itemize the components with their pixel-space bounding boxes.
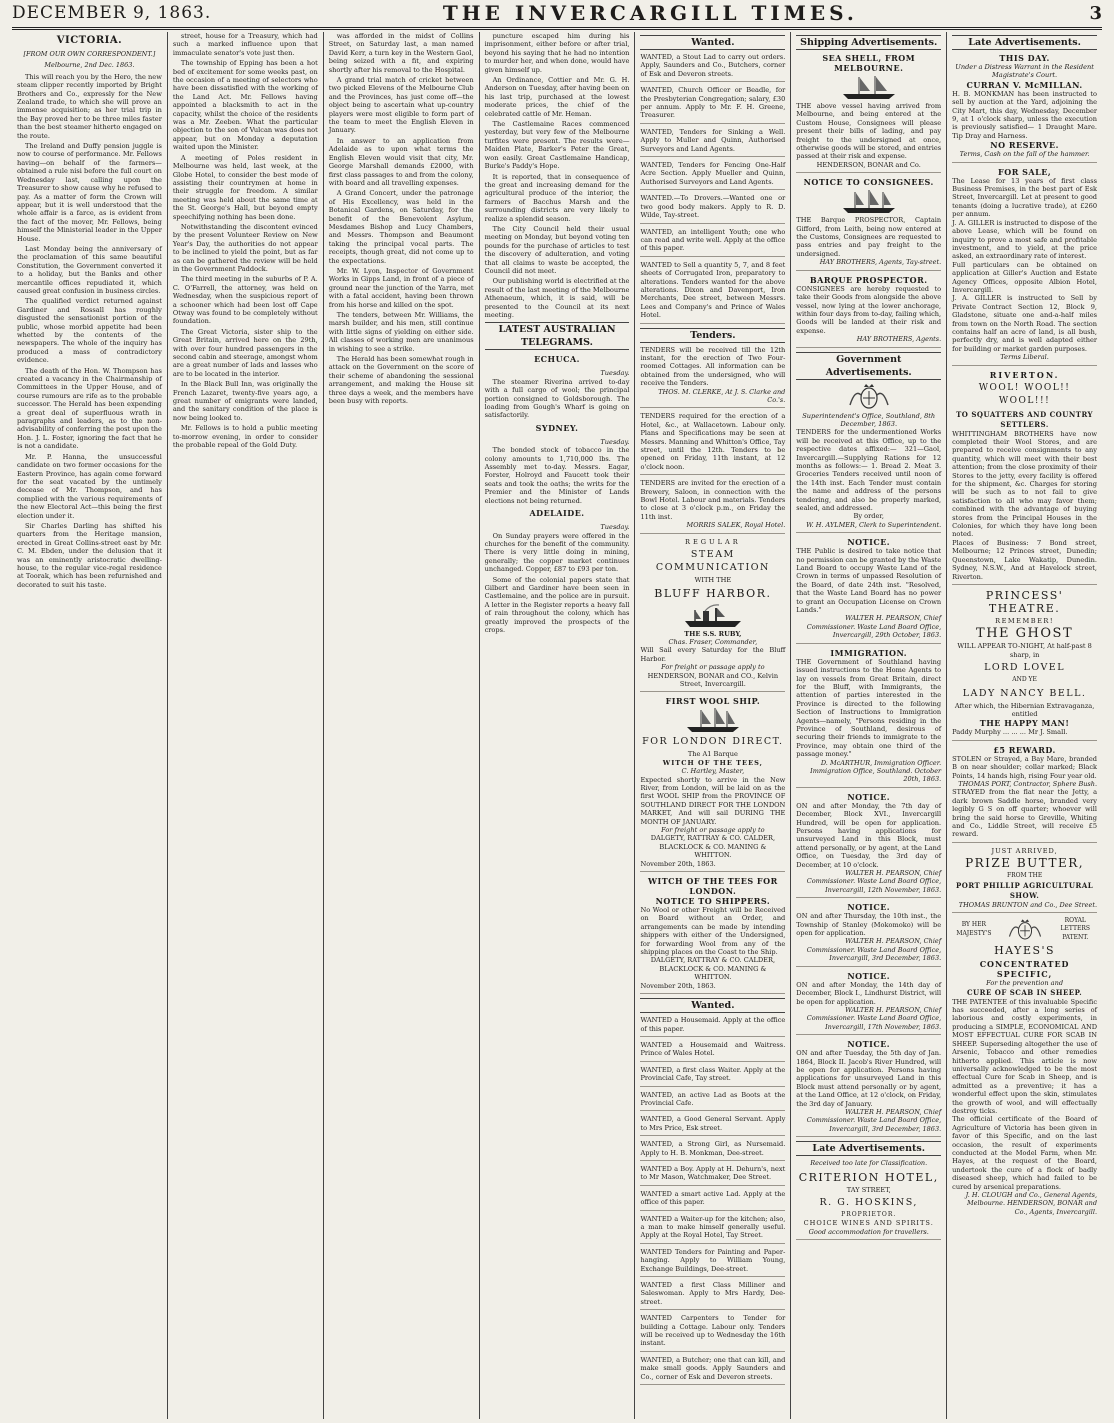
- article-paragraph: Mr. W. Lyon, Inspector of Government Works in Gipps Land, in front of a piece of ground near the junction of the Yarra, met with a fatal accident, having been thrown from his horse and killed on the spot.: [328, 266, 474, 309]
- ad-text: WANTED a first Class Milliner and Saleswoman. Apply to Mrs Hardy, Dee-street.: [640, 1281, 786, 1306]
- ad-text: WANTED a Waiter-up for the kitchen; also, a man to make himself generally useful. Apply at the Royal Hotel, Tay Street.: [640, 1214, 786, 1240]
- article-paragraph: Last Monday being the anniversary of the proclamation of this same beautiful Constitution, the Government converted it to a holiday, but the Banks and other mercantile offices repudiated it, which caused great confusion in business circles.: [17, 244, 162, 295]
- ad-signature: HAY BROTHERS, Agents, Tay-street.: [819, 258, 942, 267]
- article-paragraph: In answer to an application from Adelaide as to upon what terms the English Eleven would visit that city, Mr. George Marshall demands £2000, with first class passages to and from the colony, with board and all travelling expenses.: [328, 136, 474, 187]
- late-advertisements-heading: Late Advertisements.: [796, 1141, 941, 1156]
- ad-date: November 20th, 1863.: [640, 981, 716, 990]
- government-ad: [796, 537, 941, 643]
- government-heading: Government Advertisements.: [796, 352, 941, 380]
- ad-title: SEA SHELL, FROM MELBOURNE.: [822, 53, 916, 73]
- ad-signature: THOMAS PORT, Contractor, Sphere Bush.: [958, 779, 1098, 788]
- article-paragraph: In the Black Bull Inn, was originally the French Lazaret, twenty-five years ago, a great number of emigrants were landed, and the sanitary condition of the place is now being looked to.: [172, 380, 318, 422]
- late-subheading: Received too late for Classification.: [810, 1159, 928, 1168]
- ad-text: WANTED.—To Drovers.—Wanted one or two good body makers. Apply to R. D. Wilde, Tay-street.: [640, 194, 786, 220]
- ad-line: FROM THE: [1006, 872, 1043, 880]
- ad-text: THE Public is desired to take notice that no permission can be granted by the Waste Land Board to occupy Waste Land of the Crown in terms of unpassed Resolution of the Board, of date 24th inst. "Resolved, that the Waste Land Board has no power to grant an Occupation License on Crown Lands.": [796, 547, 942, 615]
- ad-terms: Terms Liberal.: [1000, 353, 1049, 362]
- ad-text: H. B. MONKMAN has been instructed to sell by auction at the Yard, adjoining the City Mart, this day, Wednesday, December 9, at 1 o'clock sharp, unless the execution is previously satisfied— 1 Draught Mare. Tip Dray and Harness.: [952, 89, 1098, 140]
- article-paragraph: street, house for a Treasury, which had such a marked influence upon that immaculate senator's vote just then.: [172, 32, 318, 57]
- ad-text: The Lease for 13 years of first class Business Premises, in the best part of Esk Street, Invercargill. Let at present to good tenants (doing a lucrative trade), at £260 per annum.: [952, 176, 1098, 219]
- ad-text: TENDERS are invited for the erection of a Brewery, Saloon, in connection with the Bowl Hotel. Labour and materials. Tenders to close at 3 o'clock p.m., on Friday the 11th inst.: [640, 479, 786, 521]
- ad-title: RIVERTON.: [989, 369, 1060, 380]
- ad-terms: Terms, Cash on the fall of the hammer.: [959, 150, 1090, 159]
- tender-ad: [640, 346, 785, 409]
- ad-subtitle: TO SQUATTERS AND COUNTRY SETTLERS.: [956, 409, 1094, 429]
- ad-title: WOOL! WOOL!! WOOL!!!: [978, 382, 1071, 406]
- telegram-place: SYDNEY.: [535, 422, 579, 433]
- tender-ad: [640, 412, 785, 475]
- article-paragraph: Sir Charles Darling has shifted his quarters from the Heritage mansion, erected in Great Collins-street east by Mr. C. M. Ebden, under the delusion that it was an eminently aristocratic dwelling-house, to the regular vice-regal residence at Toorak, which has been refurnished and decorated to suit his taste.: [17, 521, 162, 589]
- theatre-name: PRINCESS' THEATRE.: [985, 588, 1064, 615]
- classified-ad: [640, 128, 785, 157]
- ad-text: WANTED a Housemaid. Apply at the office of this paper.: [640, 1016, 786, 1033]
- dateline: Melbourne, 2nd Dec. 1863.: [44, 61, 135, 70]
- article-paragraph: It is reported, that in consequence of the great and increasing demand for the agricultural produce of the interior, the farmers of Bacchus Marsh and the surrounding districts are very likely to realize a splendid season.: [484, 172, 630, 223]
- wool-ship-ad: [640, 696, 785, 872]
- government-ad: [796, 792, 941, 898]
- column-3: [323, 32, 479, 1419]
- ad-text: WANTED a Boy. Apply at H. Dehurn's, next to Mr Mason, Watchmaker, Dee Street.: [640, 1164, 786, 1182]
- newspaper-title: THE INVERCARGILL TIMES.: [442, 1, 858, 25]
- ad-title: IMMIGRATION.: [830, 647, 908, 658]
- ad-text: J. A. GILLER is instructed to Sell by Private Contract Section 12, Block 9, Gladstone, situate one and-a-half miles from town on the North Road. The section contains half an acre of land, is all bush, perfectly dry, and is well adapted either for building or market garden purposes.: [952, 294, 1098, 353]
- ad-signature: THOMAS BRUNTON and Co., Dee Street.: [958, 900, 1098, 909]
- classified-ad: [640, 53, 785, 82]
- ad-text: WANTED a smart active Lad. Apply at the office of this paper.: [640, 1189, 786, 1207]
- no-reserve: NO RESERVE.: [990, 140, 1059, 151]
- telegram-day: Tuesday.: [600, 437, 630, 446]
- article-paragraph: This will reach you by the Hero, the new steam clipper recently imported by Bright Brothers and Co., expressly for the New Zealand trade, to which she will prove an immense acquisition; as her trial trip in the Bay proved her to be three miles faster than the best steamer hitherto engaged on the route.: [17, 72, 162, 140]
- ad-places: Places of Business: 7 Bond street, Melbourne; 12 Princes street, Dunedin; Queenstown, Lake Wakatip, Dunedin. Sydney, N.S.W., And at Havelock street, Riverton.: [952, 538, 1098, 581]
- case-title: CURRAN V. McMILLAN.: [966, 79, 1083, 90]
- page-number: 3: [1089, 2, 1102, 24]
- article-paragraph: puncture escaped him during his imprisonment, either before or after trial, beyond his saying that he had no intention to murder her, and when done, would have given himself up.: [484, 32, 630, 74]
- tender-ad: [640, 479, 785, 533]
- ad-title: NOTICE.: [847, 537, 891, 548]
- article-paragraph: The Ireland and Duffy pension juggle is now to course of performance. Mr. Fellows having—on behalf of the farmers—obtained a rule nisi before the full court on Wednesday last, calling upon the Treasurer to show cause why he refused to pay. As a matter of form the Crown will appear, but it is well understood that the whole affair is a farce, as is evident from the fact of the mover, Mr. Fellows, being himself the Ministerial leader in the Upper House.: [17, 142, 162, 243]
- tenders-heading: Tenders.: [640, 328, 785, 343]
- late-advertisements-heading: Late Advertisements.: [952, 35, 1097, 50]
- ad-line: For the prevention and: [986, 979, 1064, 988]
- ad-line: CHOICE WINES AND SPIRITS.: [803, 1219, 934, 1228]
- ad-text: No Wool or other Freight will be Received on Board without an Order, and arrangements can be made by intending shippers with either of the Undersigned, for forwarding Wool from any of the shipping places on the Coast to the Ship.: [640, 906, 786, 957]
- ad-text: THE Barque PROSPECTOR, Captain Gifford, from Leith, being now entered at the Customs, Consignees are requested to pass entries and pay freight to the undersigned.: [796, 216, 942, 258]
- ad-signature: D. McARTHUR, Immigration Officer. Immigration Office, Southland. October 20th, 1863.: [810, 758, 942, 784]
- ad-agents: HENDERSON, BONAR and CO., Kelvin Street, Invercargill.: [647, 671, 779, 688]
- masthead-rule: [12, 27, 1102, 28]
- ad-text: ON and after Monday, the 14th day of December, Block I., Lindhurst District, will be open for application.: [796, 980, 942, 1006]
- classified-ad: [640, 261, 785, 324]
- ad-text: WANTED Carpenters to Tender for building a Cottage. Labour only. Tenders will be received up to Wednesday the 16th instant.: [640, 1314, 786, 1348]
- ad-line: REMEMBER!: [995, 616, 1055, 625]
- ad-title: NOTICE.: [847, 1039, 891, 1050]
- classified-ad: [640, 1115, 785, 1136]
- ship-name: THE S.S. RUBY,: [684, 629, 742, 638]
- classified-ad: [640, 1314, 785, 1352]
- column-6: [790, 32, 946, 1419]
- article-paragraph: Mr. Fellows is to hold a public meeting to-morrow evening, in order to consider the probable repeal of the Gold Duty.: [172, 424, 318, 450]
- government-ad: [796, 383, 941, 534]
- ad-title: BARQUE PROSPECTOR.: [809, 274, 928, 285]
- ad-text: After which, the Hibernian Extravaganza, entitled: [954, 701, 1095, 718]
- royal-arms-icon: [1007, 918, 1043, 942]
- ad-text: ON and after Monday, the 7th day of December, Block XVI., Invercargill Hundred, will be open for application. Persons having applications for unsurveyed Land in this Block, must attend personally, or by agent, at the Land Office, on Tuesday, the 3rd day of December, at 10 o'clock.: [796, 801, 942, 869]
- ad-title: STEAM COMMUNICATION: [655, 549, 770, 574]
- patent-medicine-ad: [952, 917, 1097, 1219]
- government-ad: [796, 1039, 941, 1137]
- ad-text: WANTED, Tenders for Sinking a Well. Apply to Muller and Quinn, Authorised Surveyors and Land Agents.: [640, 127, 786, 153]
- telegram-place: ECHUCA.: [534, 354, 580, 365]
- sailing-ship-icon: [681, 707, 745, 733]
- article-paragraph: An Ordinance, Cottier and Mr. G. H. Anderson on Tuesday, after having been on his last trip, purchased at the lowest moderate prices, the chief of the celebrated cattle of Mr. Heman.: [484, 76, 630, 118]
- sailing-ship-icon: [837, 188, 901, 214]
- hotel-ad: [796, 1171, 941, 1241]
- ad-subtitle: CURE OF SCAB IN SHEEP.: [966, 987, 1083, 997]
- ad-title: PRIZE BUTTER,: [965, 856, 1085, 871]
- telegram-text: On Sunday prayers were offered in the churches for the benefit of the community. There is very little doing in mining, generally; the copper market continues unchanged. Copper, £87 to £93 per ton.: [484, 531, 630, 574]
- article-paragraph: The qualified verdict returned against Gardiner and Rossall has roughly disgusted the sensationist portion of the public, whose morbid appetite had been whetted by the contents of the newspapers. The whole of the inquiry has produced a mass of contradictory evidence.: [17, 297, 162, 365]
- government-ad: [796, 971, 941, 1035]
- classified-ad: [640, 86, 785, 124]
- ad-text: WANTED Tenders for Painting and Paper-hanging. Apply to William Young, Exchange Buildings, Dee-street.: [640, 1247, 786, 1273]
- ad-freight: For freight or passage apply to: [661, 826, 765, 834]
- butter-ad: [952, 847, 1097, 913]
- for-sale-ad: [952, 167, 1097, 366]
- column-1: [12, 32, 167, 1419]
- classified-ad: [640, 1215, 785, 1244]
- ad-title: CONCENTRATED SPECIFIC,: [979, 959, 1070, 980]
- ad-title: NOTICE.: [847, 791, 891, 802]
- ad-title: FIRST WOOL SHIP.: [665, 696, 761, 707]
- section-heading-victoria: VICTORIA.: [56, 35, 123, 46]
- article-paragraph: The City Council held their usual meeting on Monday, but beyond voting ten pounds for the purchase of articles to test the discovery of adulteration, and voting that all claims to waste be accepted, the Council did not meet.: [484, 224, 630, 275]
- issue-date: DECEMBER 9, 1863.: [12, 3, 212, 23]
- ad-text: WANTED, Tenders for Fencing One-Half Acre Section. Apply Mueller and Quinn, Authorised Surveyors and Land Agents.: [640, 161, 786, 186]
- ship-commander: Chas. Fraser, Commander,: [668, 637, 758, 646]
- ad-text: J. A. GILLER is instructed to dispose of the above Lease, which will be found on inquiry to prove a most safe and profitable investment, and to yield, at the price asked, an extraordinary rate of interest.: [952, 218, 1098, 261]
- ad-date: November 20th, 1863.: [640, 859, 716, 868]
- ad-agents: DALGETY, RATTRAY & CO. CALDER, BLACKLOCK & CO. MANING & WHITTON.: [650, 834, 776, 860]
- ad-text: ON and after Thursday, the 10th inst., the Township of Stanley (Mokomoko) will be open for application.: [796, 912, 942, 938]
- wanted-heading-2: Wanted.: [640, 998, 785, 1013]
- government-ad: [796, 902, 941, 966]
- ad-signature: HENDERSON, BONAR and Co.: [816, 160, 921, 169]
- ad-text: WANTED, a Butcher; one that can kill, and make small goods. Apply Saunders and Co., corner of Esk and Deveron streets.: [640, 1355, 786, 1381]
- article-paragraph: A grand trial match of cricket between two picked Elevens of the Melbourne Club and the Provinces, has just come off—the object being to ascertain what up-country players were most eligible to form part of the team to meet the English Eleven in January.: [328, 76, 474, 135]
- classified-ad: [640, 1016, 785, 1037]
- ad-text: WANTED, an active Lad as Boots at the Provincial Cafe.: [640, 1090, 786, 1107]
- ad-agents: DALGETY, RATTRAY & CO. CALDER, BLACKLOCK & CO. MANING & WHITTON.: [650, 956, 776, 982]
- ad-line: WITH THE: [694, 576, 732, 585]
- article-paragraph: A meeting of Poles resident in Melbourne was held, last week, at the Globe Hotel, to consider the best mode of assisting their countrymen at home in their struggle for freedom. A similar meeting was held about the same time at the St. George's Hall, but beyond empty speechifying nothing has been done.: [172, 153, 318, 221]
- proprietor-name: R. G. HOSKINS,: [819, 1197, 918, 1208]
- ad-title: FOR SALE,: [998, 166, 1052, 177]
- ad-text: TENDERS required for the erection of a Hotel, &c., at Wallacetown. Labour only. Plans and Specifications may be seen at Messrs. Manning and Whitton's Office, Tay street, until the 12th. Tenders to be opened on Friday, 11th instant, at 12 o'clock noon.: [640, 412, 786, 471]
- shipping-heading: Shipping Advertisements.: [796, 35, 941, 50]
- reward-ad: [952, 745, 1097, 843]
- article-paragraph: The tenders, between Mr. Williams, the marsh builder, and his men, still continue with little signs of yielding on either side. All classes of working men are unanimous in wishing to see a strike.: [328, 311, 474, 353]
- shipping-ad: [796, 275, 941, 348]
- ad-title: HAYES'S: [994, 944, 1056, 958]
- ship-name: WITCH OF THE TEES,: [662, 758, 763, 767]
- column-7: [946, 32, 1102, 1419]
- article-paragraph: A Grand Concert, under the patronage of His Excellency, was held in the Botanical Gardens, on Saturday, for the benefit of the Benevolent Asylum, Mesdames Bishop and Lucy Chambers, and Messrs. Thompson and Beaumont taking the principal vocal parts. The receipts, though great, did not come up to the expectations.: [328, 189, 474, 265]
- ad-signature: W. H. AYLMER, Clerk to Superintendent.: [806, 520, 942, 529]
- ad-signature: MORRIS SALEK, Royal Hotel.: [686, 521, 786, 530]
- ad-text: CONSIGNEES are hereby requested to take their Goods from alongside the above vessel, now lying at the lower anchorage, within four days from to-day, failing which, Goods will be landed at their risk and expense.: [796, 284, 942, 335]
- telegram-day: Tuesday.: [600, 523, 630, 532]
- patent-royal: ROYAL LETTERS PATENT.: [1060, 917, 1091, 941]
- ad-signature: WALTER H. PEARSON, Chief Commissioner. Waste Land Board Office, Invercargill, 3rd December, 1863.: [806, 937, 942, 963]
- ship-master: C. Hartley, Master,: [681, 767, 745, 776]
- ad-text: Expected shortly to arrive in the New River, from London, will be laid on as the first WOOL SHIP from the PROVINCE OF SOUTHLAND DIRECT FOR THE LONDON MARKET, And will sail DURING THE MONTH OF JANUARY.: [640, 775, 786, 826]
- steam-communication-ad: [640, 538, 785, 693]
- ad-text: WANTED, a Strong Girl, as Nursemaid. Apply to H. B. Monkman, Dee-street.: [640, 1140, 786, 1157]
- ad-text: TENDERS will be received till the 12th instant, for the erection of Two Four-roomed Cottages. All information can be obtained from the undersigned, who will receive the Tenders.: [640, 345, 786, 388]
- ad-text: STRAYED from the flat near the Jetty, a dark brown Saddle horse, branded very legibly G S on off quarter; whoever will bring the said horse to Greville, Whiting and Co., Liddle Street, will receive £5 reward.: [952, 788, 1098, 839]
- telegram-text: Some of the colonial papers state that Gilbert and Gardiner have been seen in Castlemaine, and the police are in pursuit. A letter in the Register reports a heavy fall of rain throughout the colony, which has greatly improved the prospects of the crops.: [484, 575, 630, 634]
- ad-text: WANTED, Church Officer or Beadle, for the Presbyterian Congregation; salary, £30 per annum. Apply to Mr. F. H. Greene, Treasurer.: [640, 86, 786, 120]
- ad-title: THIS DAY.: [999, 53, 1050, 63]
- steamship-icon: [681, 602, 745, 628]
- ad-subtitle: Under a Distress Warrant in the Resident Magistrate's Court.: [955, 63, 1094, 80]
- classified-ad: [640, 228, 785, 257]
- classified-ad: [640, 1356, 785, 1385]
- classified-ad: [640, 1140, 785, 1161]
- wanted-heading: Wanted.: [640, 35, 785, 50]
- ad-text: WANTED a Housemaid and Waitress. Prince of Wales Hotel.: [640, 1040, 786, 1058]
- auction-ad: [952, 53, 1097, 163]
- theatre-ad: [952, 589, 1097, 741]
- ad-line: PROPRIETOR.: [841, 1211, 897, 1218]
- ad-title: NOTICE.: [847, 902, 891, 913]
- sailing-ship-icon: [837, 74, 901, 100]
- show-title: THE HAPPY MAN!: [979, 718, 1070, 729]
- patent-header: [952, 917, 1097, 942]
- ad-text: WILL APPEAR TO-NIGHT, At half-past 8 sharp, in: [957, 642, 1092, 659]
- ad-text: WHITTINGHAM BROTHERS have now completed their Wool Stores, and are prepared to receive consignments to any quantity, which will meet with their best attention; from the close proximity of their Stores to the jetty, every facility is offered for the shipment, &c. Charges for storing will be such as to not fail to give satisfaction to all who may favor them; combined with the advantage of buying stores from the Principal Houses in the Colonies, for which they have long been noted.: [952, 429, 1098, 539]
- shippers-notice-ad: [640, 876, 785, 994]
- ad-signature: J. H. CLOUGH and Co., General Agents, Melbourne. HENDERSON, BONAR and Co., Agents, Invercargill.: [965, 1191, 1098, 1216]
- article-paragraph: Mr. P. Hanna, the unsuccessful candidate on two former occasions for the Eastern Province, has again come forward for the seat vacated by the untimely decease of Mr. Thompson, and has complied with the various requirements of the new Electoral Act—this being the first election under it.: [17, 452, 162, 520]
- article-paragraph: The Castlemaine Races commenced yesterday, but very few of the Melbourne turfites were present. The results were—Maiden Plate, Barker's Peter the Great, won easily. Great Castlemaine Handicap, Burke's Paddy's Hope.: [484, 120, 630, 171]
- ad-signature: HAY BROTHERS, Agents.: [856, 335, 942, 344]
- column-4: [479, 32, 635, 1419]
- government-ad: [796, 648, 941, 788]
- masthead-rule-2: [12, 29, 1102, 30]
- article-paragraph: Our publishing world is electrified at the result of the last meeting of the Melbourne Athenaeum, which, it is said, will be presented to the Council at its next meeting.: [484, 277, 630, 319]
- article-paragraph: was afforded in the midst of Collins Street, on Saturday last, a man named David Kerr, a turn key in the Western Gaol, being seized with a fit, and expiring shortly after his removal to the Hospital.: [328, 32, 474, 74]
- ad-text: Will Sail every Saturday for the Bluff Harbor.: [640, 646, 786, 663]
- show-title: LADY NANCY BELL.: [962, 687, 1087, 699]
- ad-title: NOTICE.: [847, 970, 891, 981]
- ad-signature: WALTER H. PEARSON, Chief Commissioner. Waste Land Board Office, Invercargill, 3rd December, 1863.: [806, 1107, 942, 1133]
- ad-text: The official certificate of the Board of Agriculture of Victoria has been given in favor of this Specific, and on the last occasion, the result of experiments conducted at the Model Farm, when Mr. Hayes, at the request of the Board, undertook the cure of a flock of badly diseased sheep, which had failed to be cured by arsenical preparations.: [952, 1115, 1098, 1191]
- ad-title: WITCH OF THE TEES FOR LONDON.: [648, 876, 778, 897]
- article-paragraph: The Herald has been somewhat rough in attack on the Government on the score of their scheme of abandoning the sessional arrangement, and making the House sit three days a week, and the members have been busy with reports.: [328, 355, 474, 406]
- classified-ad: [640, 1190, 785, 1211]
- ad-text: WANTED, an intelligent Youth; one who can read and write well. Apply at the office of this paper.: [640, 227, 786, 253]
- telegram-day: Tuesday.: [600, 369, 630, 378]
- ad-freight: For freight or passage apply to: [661, 663, 765, 672]
- ad-signature: THOS. M. CLERKE, At J. S. Clarke and Co.'s.: [658, 387, 786, 404]
- wool-store-ad: [952, 370, 1097, 585]
- column-5: [634, 32, 790, 1419]
- ad-text: WANTED, a Stout Lad to carry out orders. Apply, Saunders and Co., Butchers, corner of Esk and Deveron streets.: [640, 53, 786, 78]
- ad-text: Full particulars can be obtained on application at Giller's Auction and Estate Agency Offices, opposite Albion Hotel, Invercargill.: [952, 260, 1098, 294]
- ad-text: TENDERS for the undermentioned Works will be received at this Office, up to the respective dates affixed:— 321—Gaol, Invercargill.—Supplying Rations for 12 months as follows:— 1. Bread 2. Meat 3. Groceries Tenders received until noon of the 14th inst. Each Tender must contain the name and address of the persons tendering, and also be properly marked, sealed, and addressed.: [796, 428, 942, 512]
- classified-ad: [640, 1165, 785, 1186]
- columns: [12, 32, 1102, 1419]
- classified-ad: [640, 194, 785, 223]
- ad-by: By order,: [853, 512, 884, 521]
- ad-line: The A1 Barque: [687, 750, 738, 759]
- ad-text: WANTED, a Good General Servant. Apply to Mrs Price, Esk street.: [640, 1115, 786, 1132]
- ad-line: Good accommodation for travellers.: [808, 1227, 929, 1236]
- ad-text: WANTED to Sell a quantity 5, 7, and 8 feet sheets of Corrugated Iron, preparatory to alterations. Tenders wanted for the above alterations. Dixon and Davenport, Iron Merchants, Dee street, between Messrs. Lees and Company's and Prince of Wales Hotel.: [640, 260, 786, 320]
- ad-text: WANTED, a first class Waiter. Apply at the Provincial Cafe, Tay street.: [640, 1065, 786, 1083]
- article-paragraph: The death of the Hon. W. Thompson has created a vacancy in the Chairmanship of Committees in the Upper House, and of course rumours are rife as to the probable successor. The Herald has been expending a great deal of superfluous wrath in paragraphs and leaders, as to the non-advisability of conferring the post upon the Hon. J. L. Foster, ignoring the fact that he is not a candidate.: [17, 366, 162, 451]
- ad-signature: WALTER H. PEARSON, Chief Commissioner. Waste Land Board Office, Invercargill, 29th October, 1863.: [806, 614, 942, 640]
- telegram-text: The bonded stock of tobacco in the colony amounts to 1,710,000 lbs. The Assembly met to-day. Messrs. Eagar, Forster, Holroyd and Faucett took their seats and took the oaths; the writs for the Premier and the Minister of Lands elections not being returned.: [484, 446, 630, 505]
- ad-text: THE Government of Southland having issued instructions to the Home Agents to lay on vessels from Great Britain, direct for the Bluff, with Immigrants, the attention of parties interested in the Province is directed to the following Section of Instructions to Immigration Agents—namely, "Persons residing in the Province of Southland, desirous of securing their friends to immigrate to the Province, may obtain one third of the passage money.": [796, 657, 942, 759]
- shipping-ad: [796, 53, 941, 173]
- ad-subtitle: PORT PHILLIP AGRICULTURAL SHOW.: [955, 880, 1094, 900]
- ad-line: JUST ARRIVED,: [991, 846, 1058, 855]
- ad-line: TAY STREET,: [846, 1185, 891, 1194]
- ad-line: AND YE: [1012, 676, 1037, 684]
- classified-ad: [640, 1041, 785, 1062]
- ad-text: ON and after Tuesday, the 5th day of Jan. 1864, Block II. Jacob's River Hundred, will be open for application. Persons having applications for unsurveyed Land in this Block must attend personally or by agent, at the Land Office, at 12 o'clock, on Friday, the 3rd day of January.: [796, 1049, 942, 1108]
- correspondent-line: [FROM OUR OWN CORRESPONDENT.]: [23, 50, 156, 58]
- shipping-ad: [796, 177, 941, 270]
- ad-signature: WALTER H. PEARSON, Chief Commissioner. Waste Land Board Office, Invercargill, 12th November, 1863.: [806, 869, 942, 894]
- ad-title: FOR LONDON DIRECT.: [642, 736, 784, 748]
- ad-signature: WALTER H. PEARSON, Chief Commissioner. Waste Land Board Office, Invercargill, 17th November, 1863.: [806, 1005, 942, 1031]
- show-title: LORD LOVEL: [984, 662, 1066, 674]
- ad-text: THE PATENTEE of this invaluable Specific has succeeded, after a long series of laborious and costly experiments, in producing a SIMPLE, ECONOMICAL AND MOST EFFECTUAL CURE FOR SCAB IN SHEEP. Superseding altogether the use of Arsenic, Tobacco and other remedies hitherto applied. This article is now universally acknowledged to be the most effectual Cure for Scab in Sheep, and is admitted as a preventive; it has a wonderful effect upon the skin, stimulates the growth of wool, and will effectually destroy ticks.: [952, 997, 1098, 1115]
- telegram-text: The steamer Riverina arrived to-day with a full cargo of wool; the principal portion consigned to Goldsborough. The loading from Gough's Wharf is going on satisfactorily.: [484, 377, 630, 420]
- cast-line: Paddy Murphy ... ... ... Mr J. Small.: [952, 728, 1068, 737]
- telegrams-heading: LATEST AUSTRALIAN TELEGRAMS.: [485, 322, 630, 350]
- article-paragraph: The third meeting in the suburbs of P. A. C. O'Farrell, the attorney, was held on Wednesday, when the suspicious report of a schooner which had been lost off Cape Otway was found to be completely without foundation.: [172, 275, 318, 326]
- column-2: [167, 32, 323, 1419]
- ad-title: BLUFF HARBOR.: [654, 586, 772, 600]
- classified-ad: [640, 161, 785, 190]
- classified-ad: [640, 1091, 785, 1112]
- telegram-place: ADELAIDE.: [529, 508, 585, 519]
- classified-ad: [640, 1281, 785, 1310]
- ad-text: THE above vessel having arrived from Melbourne, and being entered at the Custom House, Consignees will please present their bills of lading, and pay freight to the undersigned at once, otherwise goods will be stored, and entries passed at their risk and expense.: [796, 102, 942, 161]
- ad-line: REGULAR: [685, 537, 741, 546]
- ad-title: CRITERION HOTEL,: [798, 1170, 939, 1184]
- article-paragraph: Notwithstanding the discontent evinced by the present Volunteer Review on New Year's Day, the authorities do not appear to be inclined to yield the point, but as far as can be gathered the review will be held in the Government Paddock.: [172, 222, 318, 273]
- classified-ad: [640, 1066, 785, 1087]
- patent-by: BY HER MAJESTY'S: [956, 921, 992, 937]
- article-paragraph: The township of Epping has been a hot bed of excitement for some weeks past, on the occasion of a meeting of selectors who have been dissatisfied with the working of the Land Act. Mr. Fellows having appointed a blacksmith to act in the capacity, whilst the choice of the residents was a Mr. Zeeben. What the particular objection to the son of Vulcan was does not appear, but on Monday a deputation waited upon the Minister.: [172, 59, 318, 152]
- show-title: THE GHOST: [976, 626, 1074, 642]
- classified-ad: [640, 1248, 785, 1277]
- ad-subtitle: NOTICE TO SHIPPERS.: [655, 896, 771, 907]
- ad-text: STOLEN or Strayed, a Bay Mare, branded B on near shoulder; collar marked; Black Points, 14 hands high, rising Four year old.: [952, 754, 1098, 780]
- ad-title: £5 REWARD.: [993, 744, 1056, 755]
- royal-crest-icon: [847, 383, 891, 411]
- masthead: [12, 0, 1102, 26]
- ad-dept: Superintendent's Office, Southland, 8th December, 1863.: [802, 411, 936, 428]
- article-paragraph: The Great Victoria, sister ship to the Great Britain, arrived here on the 29th, with over four hundred passengers in the second cabin and steerage, amongst whom are a great number of lads and lasses who are to be located in the interior.: [172, 327, 318, 378]
- ad-title: NOTICE TO CONSIGNEES.: [803, 177, 934, 188]
